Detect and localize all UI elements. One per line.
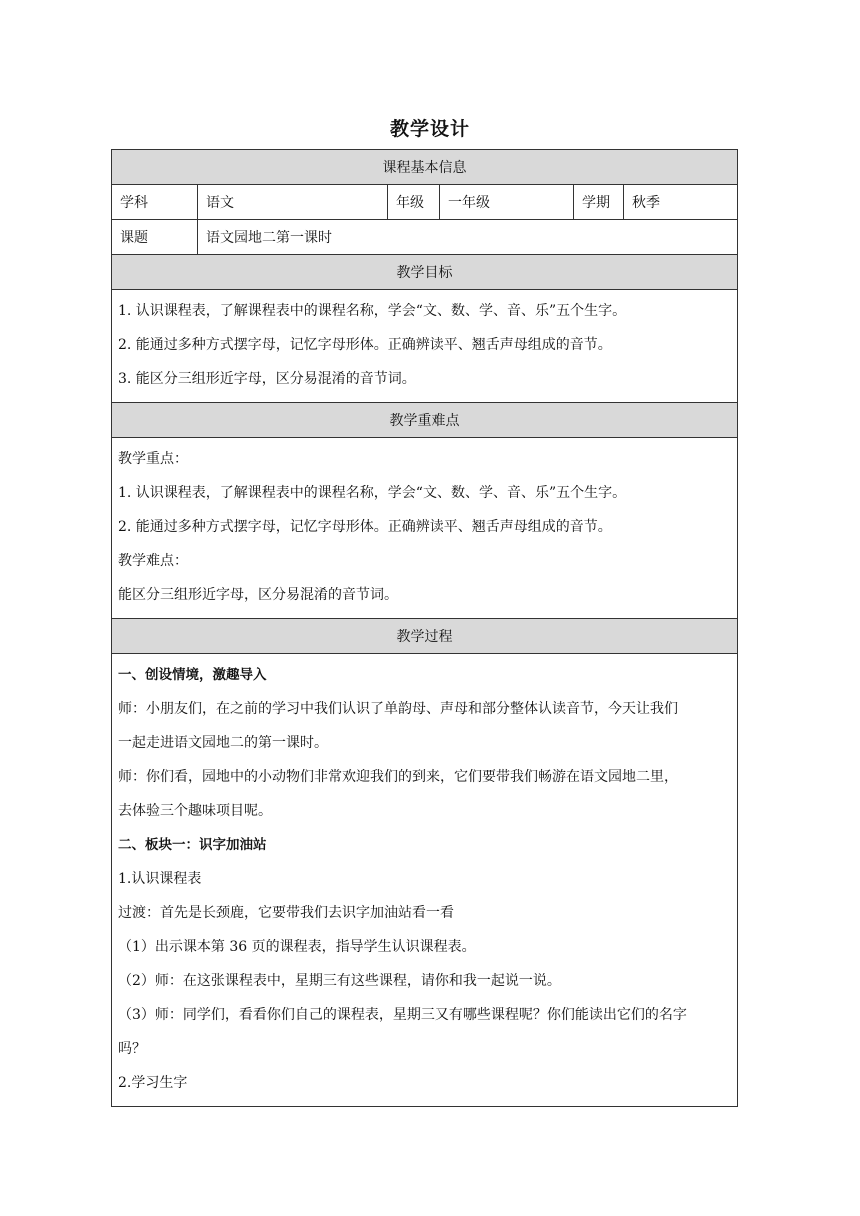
topic-row <box>112 220 738 255</box>
key-points-label: 教学重点： <box>118 451 188 467</box>
objectives-content <box>112 290 738 403</box>
subject-label: 学科 <box>112 185 198 220</box>
process-paragraph-line: 师：小朋友们，在之前的学习中我们认识了单韵母、声母和部分整体认读音节，今天让我们 <box>118 701 678 717</box>
process-subheading: 2.学习生字 <box>118 1075 188 1091</box>
process-step: （2）师：在这张课程表中，星期三有这些课程，请你和我一起说一说。 <box>118 973 561 989</box>
term-value: 秋季 <box>624 185 738 220</box>
term-label: 学期 <box>574 185 624 220</box>
process-subheading: 1.认识课程表 <box>118 871 202 887</box>
process-section-title: 一、创设情境，激趣导入 <box>118 667 267 683</box>
process-paragraph-line: 师：你们看，园地中的小动物们非常欢迎我们的到来，它们要带我们畅游在语文园地二里， <box>118 769 678 785</box>
process-step: 吗？ <box>118 1041 146 1057</box>
key-points-header: 教学重难点 <box>112 403 738 438</box>
topic-label: 课题 <box>112 220 198 255</box>
basic-info-header: 课程基本信息 <box>112 150 738 185</box>
process-step: （1）出示课本第 36 页的课程表，指导学生认识课程表。 <box>118 939 476 955</box>
objectives-header-row <box>112 255 738 290</box>
objectives-content-row <box>112 290 738 403</box>
process-header: 教学过程 <box>112 619 738 654</box>
key-point-item: 1. 认识课程表，了解课程表中的课程名称，学会“文、数、学、音、乐”五个生字。 <box>118 485 627 501</box>
document-title: 教学设计 <box>389 118 470 140</box>
process-paragraph-line: 一起走进语文园地二的第一课时。 <box>118 735 328 751</box>
process-step: （3）师：同学们，看看你们自己的课程表，星期三又有哪些课程呢？你们能读出它们的名字 <box>118 1007 687 1023</box>
lesson-plan-table <box>111 149 738 1107</box>
process-section-title: 二、板块一：识字加油站 <box>118 837 267 853</box>
objective-item: 1. 认识课程表，了解课程表中的课程名称，学会“文、数、学、音、乐”五个生字。 <box>118 303 627 319</box>
process-header-row <box>112 619 738 654</box>
subject-value: 语文 <box>198 185 388 220</box>
process-paragraph-line: 去体验三个趣味项目呢。 <box>118 803 272 819</box>
grade-label: 年级 <box>388 185 440 220</box>
difficulty-text: 能区分三组形近字母，区分易混淆的音节词。 <box>118 587 398 603</box>
grade-value: 一年级 <box>440 185 574 220</box>
objective-item: 3. 能区分三组形近字母，区分易混淆的音节词。 <box>118 371 416 387</box>
key-points-content-row <box>112 438 738 619</box>
key-points-content <box>112 438 738 619</box>
topic-value: 语文园地二第一课时 <box>198 220 738 255</box>
key-point-item: 2. 能通过多种方式摆字母，记忆字母形体。正确辨读平、翘舌声母组成的音节。 <box>118 519 612 535</box>
process-content <box>112 654 738 1107</box>
process-content-row <box>112 654 738 1107</box>
difficulty-label: 教学难点： <box>118 553 188 569</box>
objective-item: 2. 能通过多种方式摆字母，记忆字母形体。正确辨读平、翘舌声母组成的音节。 <box>118 337 612 353</box>
objectives-header: 教学目标 <box>112 255 738 290</box>
key-points-header-row <box>112 403 738 438</box>
process-paragraph-line: 过渡：首先是长颈鹿，它要带我们去识字加油站看一看 <box>118 905 454 921</box>
basic-info-header-row <box>112 150 738 185</box>
subject-grade-term-row <box>112 185 738 220</box>
